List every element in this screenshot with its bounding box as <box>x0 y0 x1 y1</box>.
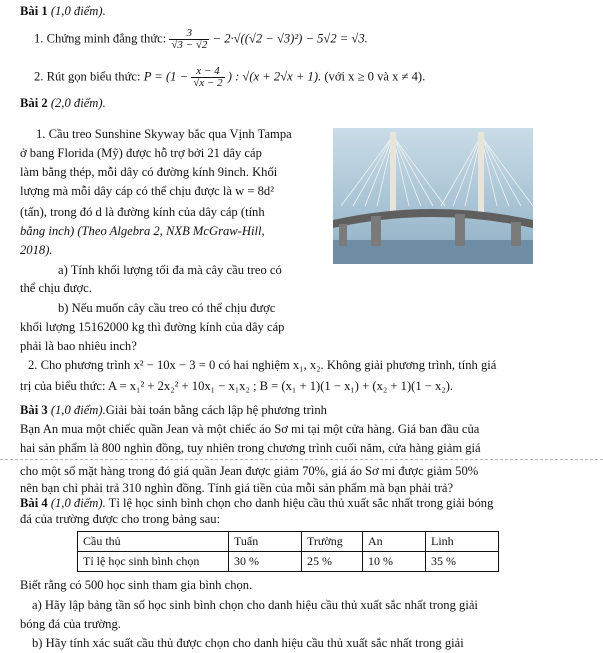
table-header: An <box>363 532 426 552</box>
bai1-q2-label: 2. Rút gọn biểu thức: <box>34 69 141 84</box>
bai2-p1-line: lượng mà mỗi dây cáp có thể chịu được là w = 8d² <box>20 184 274 198</box>
bai2-part-b: phải là bao nhiêu inch? <box>20 339 137 353</box>
bai1-title: Bài 1 <box>20 4 48 18</box>
pylon-left <box>390 132 396 212</box>
bai1-q1-expression: − 2·√((√2 − √3)²) − 5√2 = √3. <box>212 31 368 46</box>
table-header: Linh <box>426 532 499 552</box>
bai3-line: nên bạn chỉ phải trả 310 nghìn đồng. Tính giá tiền của mỗi sản phẩm mà bạn phải trả? <box>20 481 454 495</box>
bai4-part-b: b) Hãy tính xác suất cầu thủ được chọn cho danh hiệu cầu thủ xuất sắc nhất trong giải <box>32 636 464 650</box>
vote-table <box>77 531 499 572</box>
bai2-title: Bài 2 <box>20 96 48 110</box>
bai1-q1-fraction: $\frac{3}{√3 - √2}$ <box>171 27 208 51</box>
bai4-part-a: a) Hãy lập bảng tần số học sinh bình chọn cho danh hiệu cầu thủ xuất sắc nhất trong giải <box>32 598 478 612</box>
bai3-line: Bạn An mua một chiếc quần Jean và một chiếc áo Sơ mi tại một cửa hàng. Giá ban đầu của <box>20 422 480 436</box>
bai4-part-a: bóng đá của trường. <box>20 617 121 631</box>
pylon-right <box>478 132 484 212</box>
bai4-points: (1,0 điểm). <box>50 496 106 510</box>
table-cell: 35 % <box>426 552 499 572</box>
bai3-line: hai sản phẩm là 800 nghìn đồng, tuy nhiên trong chương trình cuối năm, cửa hàng giảm giá <box>20 441 481 455</box>
bai2-p1-line: ở bang Florida (Mỹ) được hỗ trợ bởi 21 dây cáp <box>20 146 262 160</box>
bai3-title: Bài 3 <box>20 403 48 417</box>
page-break <box>0 459 603 460</box>
bai3-lead: Giải bài toán bằng cách lập hệ phương trình <box>105 403 327 417</box>
bai2-part-b: b) Nếu muốn cây cầu treo có thể chịu được <box>58 301 276 315</box>
table-row <box>78 532 499 552</box>
bai1-q1 <box>34 28 368 51</box>
bai2-p1-line: 1. Cầu treo Sunshine Skyway bắc qua Vịnh Tampa <box>36 127 292 141</box>
bai4-heading <box>20 495 493 511</box>
bai2-heading <box>20 95 106 111</box>
table-cell: 30 % <box>229 552 302 572</box>
bai2-points: (2,0 điểm). <box>50 96 106 110</box>
bai2-part-b: khối lượng 15162000 kg thì đường kính của dây cáp <box>20 320 285 334</box>
bai1-q2: 2. Rút gọn biểu thức: P = (1 − $\frac{x - 4}{√x - 2}$ ) : √(x + 2√x + 1). (với x ≥ 0 và x ≠ 4). <box>34 65 426 89</box>
bai1-q1-label: 1. Chứng minh đẳng thức: <box>34 31 167 46</box>
bai2-p2-line: 2. Cho phương trình x² − 10x − 3 = 0 có hai nghiệm x₁, x₂. Không giải phương trình, tính giá <box>28 358 497 372</box>
bai4-lead: Tỉ lệ học sinh bình chọn cho danh hiệu cầu thủ xuất sắc nhất trong giải bóng <box>108 496 494 510</box>
bai2-part-a: a) Tính khối lượng tối đa mà cây cầu treo có <box>58 263 282 277</box>
bai1-q2-condition: (với x ≥ 0 và x ≠ 4). <box>324 69 426 84</box>
bai2-p1-line: (tấn), trong đó d là đường kính của dây cáp (tính <box>20 205 265 219</box>
bai1-q2-fraction: $\frac{x - 4}{√x - 2}$ <box>193 65 223 89</box>
bai3-line: cho một số mặt hàng trong đó giá quần Jean được giảm 70%, giá áo Sơ mi được giảm 50% <box>20 464 479 478</box>
table-header: Cầu thủ <box>78 532 229 552</box>
bai2-p1-line: bằng inch) (Theo Algebra 2, NXB McGraw-Hill, <box>20 224 265 238</box>
bai3-points: (1,0 điểm). <box>50 403 106 417</box>
table-header: Trường <box>302 532 363 552</box>
bai1-heading <box>20 3 106 19</box>
bridge-photo <box>333 128 533 264</box>
bai4-title: Bài 4 <box>20 496 48 510</box>
bai2-p1-line: làm bằng thép, mỗi dây có đường kính 9inch. Khối <box>20 165 278 179</box>
table-row <box>78 552 499 572</box>
table-cell: Tỉ lệ học sinh bình chọn <box>78 552 229 572</box>
table-cell: 10 % <box>363 552 426 572</box>
bai2-p1-line: 2018). <box>20 243 53 257</box>
table-cell: 25 % <box>302 552 363 572</box>
bai1-points: (1,0 điểm). <box>50 4 106 18</box>
bai4-line: đá của trường được cho trong bảng sau: <box>20 512 221 526</box>
table-header: Tuấn <box>229 532 302 552</box>
water <box>333 240 533 264</box>
bai2-part-a: thể chịu được. <box>20 281 92 295</box>
bai3-heading <box>20 402 327 418</box>
bai2-p2-line: trị của biểu thức: A = x₁² + 2x₂² + 10x₁ − x₁x₂ ; B = (x₁ + 1)(1 − x₁) + (x₂ + 1)(1 − x₂). <box>20 379 454 393</box>
bai4-note: Biết rằng có 500 học sinh tham gia bình chọn. <box>20 578 253 592</box>
